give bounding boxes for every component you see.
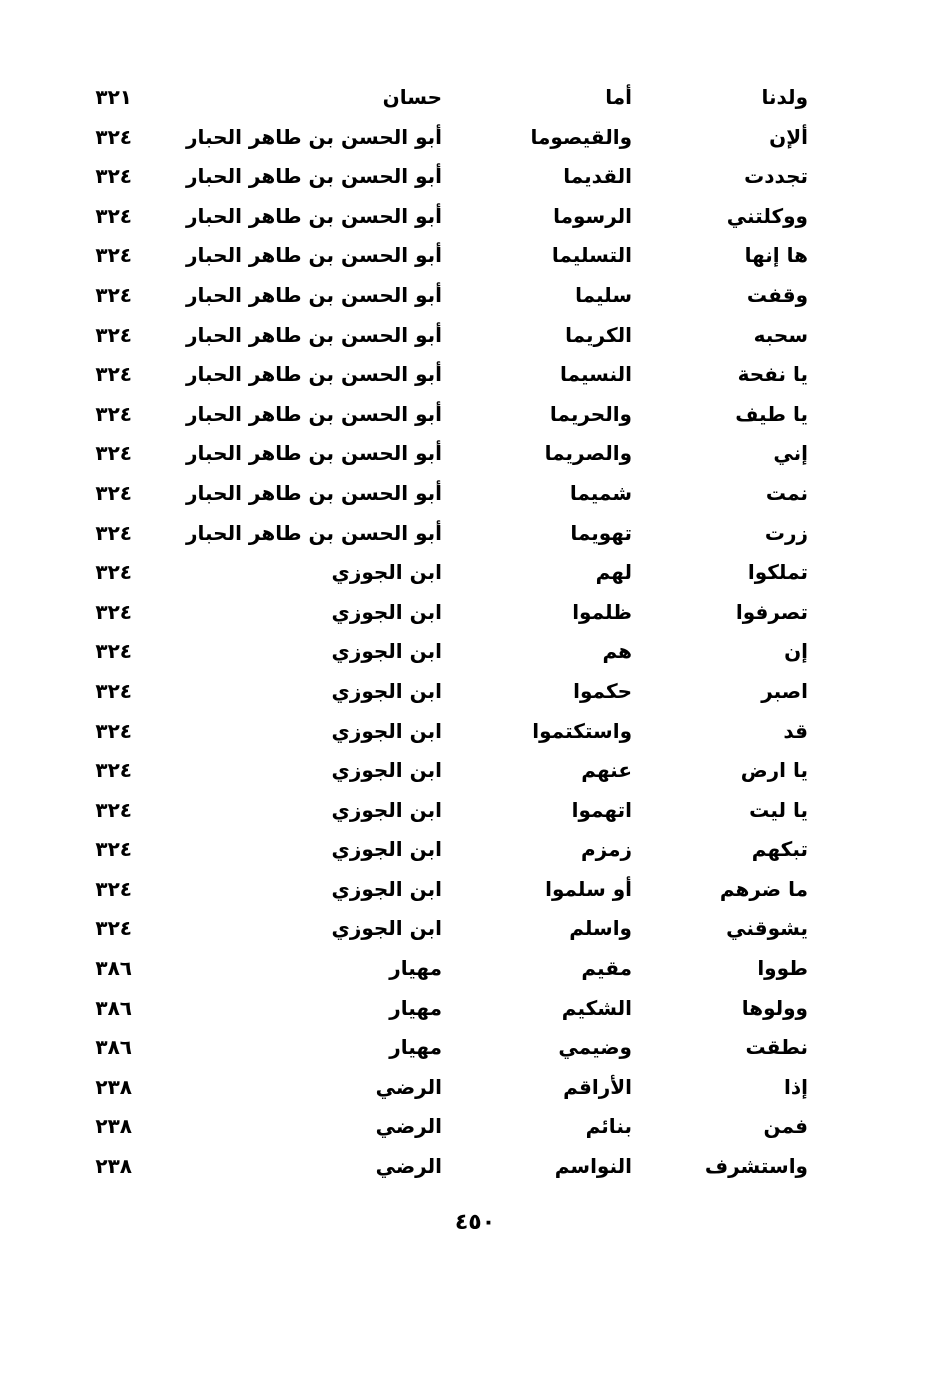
verse-first-word: زرت xyxy=(764,520,808,545)
poet-name: أبو الحسن بن طاهر الحبار xyxy=(185,203,442,228)
index-row xyxy=(0,1107,950,1147)
verse-rhyme-word: واستكتموا xyxy=(532,718,632,743)
index-row xyxy=(0,157,950,197)
page-reference: ٣٢٤ xyxy=(95,639,132,664)
poet-name: ابن الجوزي xyxy=(331,837,442,862)
index-row xyxy=(0,791,950,831)
verse-first-word: تملكوا xyxy=(747,560,808,585)
verse-first-word: واستشرف xyxy=(704,1154,808,1179)
verse-rhyme-word: القديما xyxy=(563,164,632,189)
poet-name: الرضي xyxy=(375,1154,442,1179)
poet-name: الرضي xyxy=(375,1074,442,1099)
verse-rhyme-word: تهويما xyxy=(570,520,632,545)
verse-first-word: وولوها xyxy=(741,995,808,1020)
verse-first-word: يا طيف xyxy=(735,401,808,426)
verse-rhyme-word: والحريما xyxy=(549,401,632,426)
poet-name: ابن الجوزي xyxy=(331,797,442,822)
index-row xyxy=(0,989,950,1029)
poet-name: ابن الجوزي xyxy=(331,599,442,624)
verse-rhyme-word: أما xyxy=(605,85,632,109)
poet-name: أبو الحسن بن طاهر الحبار xyxy=(185,441,442,466)
index-row xyxy=(0,434,950,474)
page-number: ٤٥٠ xyxy=(454,1210,496,1235)
verse-first-word: نطقت xyxy=(745,1035,808,1060)
poet-name: الرضي xyxy=(375,1114,442,1139)
poet-name: ابن الجوزي xyxy=(331,560,442,585)
verse-rhyme-word: الرسوما xyxy=(553,203,632,228)
page-reference: ٣٢٤ xyxy=(95,164,132,189)
page-reference: ٣٢٤ xyxy=(95,797,132,822)
index-row xyxy=(0,395,950,435)
verse-index-table xyxy=(0,78,950,1187)
page-reference: ٢٣٨ xyxy=(95,1154,132,1179)
page-reference: ٣٨٦ xyxy=(95,995,132,1020)
verse-first-word: إني xyxy=(773,441,808,466)
poet-name: أبو الحسن بن طاهر الحبار xyxy=(185,322,442,347)
page-reference: ٣٢٤ xyxy=(95,441,132,466)
page-reference: ٣٢٤ xyxy=(95,599,132,624)
poet-name: أبو الحسن بن طاهر الحبار xyxy=(185,362,442,387)
poet-name: مهيار xyxy=(389,1035,442,1060)
page-reference: ٣٨٦ xyxy=(95,956,132,981)
verse-first-word: فمن xyxy=(763,1114,808,1139)
verse-rhyme-word: شميما xyxy=(569,480,632,505)
poet-name: أبو الحسن بن طاهر الحبار xyxy=(185,124,442,149)
index-row xyxy=(0,514,950,554)
verse-rhyme-word: ظلموا xyxy=(572,599,632,624)
verse-first-word: اصبر xyxy=(761,678,808,703)
verse-rhyme-word: وضيمي xyxy=(558,1035,632,1060)
verse-rhyme-word: اتهموا xyxy=(571,797,632,822)
index-row xyxy=(0,830,950,870)
verse-first-word: ألإن xyxy=(769,124,808,149)
poet-name: أبو الحسن بن طاهر الحبار xyxy=(185,282,442,307)
page-reference: ٢٣٨ xyxy=(95,1114,132,1139)
verse-first-word: إذا xyxy=(784,1074,808,1099)
page-reference: ٣٨٦ xyxy=(95,1035,132,1060)
verse-rhyme-word: زمزم xyxy=(581,837,632,862)
page-reference: ٣٢٤ xyxy=(95,362,132,387)
poet-name: ابن الجوزي xyxy=(331,876,442,901)
verse-first-word: تصرفوا xyxy=(735,599,808,624)
poet-name: أبو الحسن بن طاهر الحبار xyxy=(185,243,442,268)
index-row xyxy=(0,474,950,514)
page-reference: ٣٢٤ xyxy=(95,718,132,743)
index-row xyxy=(0,316,950,356)
verse-rhyme-word: بنائم xyxy=(585,1114,632,1139)
index-row xyxy=(0,78,950,118)
verse-first-word: يا ارض xyxy=(740,758,808,783)
verse-rhyme-word: واسلم xyxy=(569,916,632,941)
page-reference: ٣٢١ xyxy=(95,85,132,109)
index-row xyxy=(0,712,950,752)
page-reference: ٢٣٨ xyxy=(95,1074,132,1099)
poet-name: ابن الجوزي xyxy=(331,718,442,743)
verse-rhyme-word: النسيما xyxy=(560,362,632,387)
verse-first-word: إن xyxy=(784,639,808,664)
page-reference: ٣٢٤ xyxy=(95,124,132,149)
verse-first-word: ولدنا xyxy=(761,85,808,109)
index-row xyxy=(0,949,950,989)
verse-rhyme-word: النواسم xyxy=(554,1154,632,1179)
verse-rhyme-word: الشكيم xyxy=(561,995,632,1020)
poet-name: مهيار xyxy=(389,995,442,1020)
poet-name: ابن الجوزي xyxy=(331,639,442,664)
poet-name: أبو الحسن بن طاهر الحبار xyxy=(185,401,442,426)
poet-name: حسان xyxy=(382,85,442,109)
verse-rhyme-word: التسليما xyxy=(551,243,632,268)
page-reference: ٣٢٤ xyxy=(95,837,132,862)
verse-first-word: يا ليت xyxy=(749,797,808,822)
verse-rhyme-word: والصريما xyxy=(544,441,632,466)
poet-name: أبو الحسن بن طاهر الحبار xyxy=(185,480,442,505)
index-row xyxy=(0,593,950,633)
verse-first-word: وقفت xyxy=(746,282,808,307)
verse-first-word: ها إنها xyxy=(744,243,808,268)
verse-rhyme-word: مقيم xyxy=(581,956,632,981)
verse-first-word: يا نفحة xyxy=(737,362,808,387)
verse-rhyme-word: والقيصوما xyxy=(530,124,632,149)
verse-first-word: تبكهم xyxy=(751,837,808,862)
page-reference: ٣٢٤ xyxy=(95,282,132,307)
verse-first-word: يشوقني xyxy=(726,916,808,941)
page-reference: ٣٢٤ xyxy=(95,322,132,347)
verse-rhyme-word: الكريما xyxy=(565,322,632,347)
page-reference: ٣٢٤ xyxy=(95,203,132,228)
page-reference: ٣٢٤ xyxy=(95,401,132,426)
index-row xyxy=(0,355,950,395)
verse-first-word: تجددت xyxy=(744,164,808,189)
index-row xyxy=(0,236,950,276)
verse-rhyme-word: سليما xyxy=(575,282,632,307)
index-row xyxy=(0,276,950,316)
page-reference: ٣٢٤ xyxy=(95,678,132,703)
verse-first-word: ما ضرهم xyxy=(719,876,808,901)
poet-name: مهيار xyxy=(389,956,442,981)
index-row xyxy=(0,632,950,672)
page-reference: ٣٢٤ xyxy=(95,480,132,505)
index-row xyxy=(0,909,950,949)
index-row xyxy=(0,751,950,791)
verse-rhyme-word: عنهم xyxy=(581,758,632,783)
verse-rhyme-word: هم xyxy=(602,639,632,664)
poet-name: أبو الحسن بن طاهر الحبار xyxy=(185,520,442,545)
index-row xyxy=(0,870,950,910)
poet-name: ابن الجوزي xyxy=(331,916,442,941)
verse-first-word: سحبه xyxy=(753,322,808,347)
verse-rhyme-word: حكموا xyxy=(573,678,632,703)
verse-first-word: قد xyxy=(783,718,808,743)
verse-first-word: طووا xyxy=(757,956,808,981)
page-reference: ٣٢٤ xyxy=(95,560,132,585)
poet-name: أبو الحسن بن طاهر الحبار xyxy=(185,164,442,189)
index-row xyxy=(0,553,950,593)
index-row xyxy=(0,1147,950,1187)
poet-name: ابن الجوزي xyxy=(331,678,442,703)
page-reference: ٣٢٤ xyxy=(95,916,132,941)
index-row xyxy=(0,197,950,237)
page-reference: ٣٢٤ xyxy=(95,758,132,783)
page-reference: ٣٢٤ xyxy=(95,243,132,268)
index-row xyxy=(0,1068,950,1108)
verse-first-word: نمت xyxy=(765,480,808,505)
verse-rhyme-word: لهم xyxy=(595,560,632,585)
index-row xyxy=(0,118,950,158)
verse-rhyme-word: الأراقم xyxy=(563,1074,632,1099)
page-reference: ٣٢٤ xyxy=(95,876,132,901)
index-row xyxy=(0,1028,950,1068)
verse-first-word: ووكلتني xyxy=(726,203,808,228)
index-row xyxy=(0,672,950,712)
poet-name: ابن الجوزي xyxy=(331,758,442,783)
page-reference: ٣٢٤ xyxy=(95,520,132,545)
verse-rhyme-word: أو سلموا xyxy=(545,876,632,901)
